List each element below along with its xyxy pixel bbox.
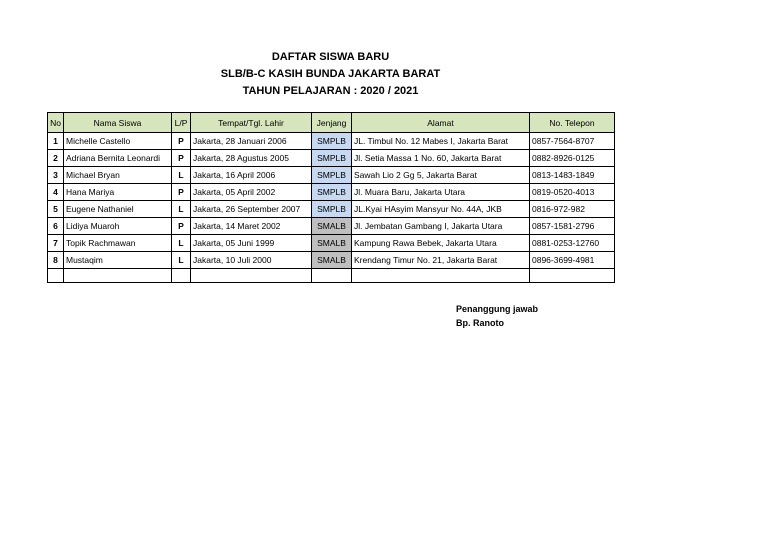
cell-no-telepon: 0819-0520-4013: [530, 184, 615, 201]
cell-no-telepon: 0896-3699-4981: [530, 252, 615, 269]
cell-jenjang: SMPLB: [312, 167, 352, 184]
cell-nama-siswa: Topik Rachmawan: [64, 235, 172, 252]
cell-tempat-tgl-lahir: Jakarta, 05 April 2002: [191, 184, 312, 201]
cell-nama-siswa: Lidiya Muaroh: [64, 218, 172, 235]
table-row: [48, 167, 615, 184]
table-row: [48, 133, 615, 150]
cell-no-telepon: 0882-8926-0125: [530, 150, 615, 167]
cell-lp: P: [172, 218, 191, 235]
cell-jenjang: SMPLB: [312, 201, 352, 218]
title-line-3: TAHUN PELAJARAN : 2020 / 2021: [242, 85, 419, 97]
col-header-lp: L/P: [172, 113, 191, 133]
cell-alamat: Krendang Timur No. 21, Jakarta Barat: [352, 252, 530, 269]
cell-no: 2: [48, 150, 64, 167]
cell-lp: P: [172, 184, 191, 201]
cell-tempat-tgl-lahir: Jakarta, 28 Januari 2006: [191, 133, 312, 150]
cell-alamat: Sawah Lio 2 Gg 5, Jakarta Barat: [352, 167, 530, 184]
col-header-jenjang: Jenjang: [312, 113, 352, 133]
cell-tempat-tgl-lahir: Jakarta, 26 September 2007: [191, 201, 312, 218]
col-header-tempat-tgl-lahir: Tempat/Tgl. Lahir: [191, 113, 312, 133]
cell-alamat: Jl. Jembatan Gambang I, Jakarta Utara: [352, 218, 530, 235]
cell-nama-siswa: Michael Bryan: [64, 167, 172, 184]
cell-no: 6: [48, 218, 64, 235]
table-row: [48, 235, 615, 252]
cell-lp: L: [172, 252, 191, 269]
table-row: [48, 252, 615, 269]
cell-alamat: JL.Kyai HAsyim Mansyur No. 44A, JKB: [352, 201, 530, 218]
empty-cell: [48, 269, 64, 283]
table-row: [48, 218, 615, 235]
cell-jenjang: SMALB: [312, 218, 352, 235]
col-header-no-telepon: No. Telepon: [530, 113, 615, 133]
cell-tempat-tgl-lahir: Jakarta, 28 Agustus 2005: [191, 150, 312, 167]
cell-no-telepon: 0857-1581-2796: [530, 218, 615, 235]
empty-cell: [352, 269, 530, 283]
cell-nama-siswa: Mustaqim: [64, 252, 172, 269]
cell-lp: P: [172, 150, 191, 167]
table-body: [48, 133, 615, 283]
cell-nama-siswa: Eugene Nathaniel: [64, 201, 172, 218]
cell-tempat-tgl-lahir: Jakarta, 16 April 2006: [191, 167, 312, 184]
cell-jenjang: SMALB: [312, 252, 352, 269]
cell-tempat-tgl-lahir: Jakarta, 10 Juli 2000: [191, 252, 312, 269]
cell-jenjang: SMPLB: [312, 150, 352, 167]
cell-alamat: Jl. Setia Massa 1 No. 60, Jakarta Barat: [352, 150, 530, 167]
cell-nama-siswa: Adriana Bernita Leonardi: [64, 150, 172, 167]
cell-nama-siswa: Hana Mariya: [64, 184, 172, 201]
empty-cell: [64, 269, 172, 283]
cell-no-telepon: 0813-1483-1849: [530, 167, 615, 184]
cell-tempat-tgl-lahir: Jakarta, 05 Juni 1999: [191, 235, 312, 252]
table-header-row: [48, 113, 615, 133]
title-line-1: DAFTAR SISWA BARU: [271, 51, 390, 63]
col-header-alamat: Alamat: [352, 113, 530, 133]
cell-lp: L: [172, 235, 191, 252]
cell-alamat: Kampung Rawa Bebek, Jakarta Utara: [352, 235, 530, 252]
cell-jenjang: SMALB: [312, 235, 352, 252]
cell-no: 1: [48, 133, 64, 150]
empty-cell: [172, 269, 191, 283]
cell-no-telepon: 0881-0253-12760: [530, 235, 615, 252]
signature-name: Bp. Ranoto: [456, 318, 504, 328]
empty-cell: [312, 269, 352, 283]
cell-no-telepon: 0816-972-982: [530, 201, 615, 218]
col-header-no: No: [48, 113, 64, 133]
student-roster-table: [47, 112, 615, 283]
cell-jenjang: SMPLB: [312, 133, 352, 150]
cell-lp: P: [172, 133, 191, 150]
title-line-2: SLB/B-C KASIH BUNDA JAKARTA BARAT: [220, 68, 441, 80]
document-title-block: [0, 49, 661, 100]
signature-role: Penanggung jawab: [456, 304, 539, 314]
table-row: [48, 150, 615, 167]
cell-alamat: JL. Timbul No. 12 Mabes I, Jakarta Barat: [352, 133, 530, 150]
table-row: [48, 184, 615, 201]
col-header-nama-siswa: Nama Siswa: [64, 113, 172, 133]
cell-lp: L: [172, 201, 191, 218]
empty-row: [48, 269, 615, 283]
cell-no: 3: [48, 167, 64, 184]
table-row: [48, 201, 615, 218]
signature-block: [456, 302, 538, 330]
cell-tempat-tgl-lahir: Jakarta, 14 Maret 2002: [191, 218, 312, 235]
empty-cell: [530, 269, 615, 283]
cell-jenjang: SMPLB: [312, 184, 352, 201]
cell-no: 7: [48, 235, 64, 252]
cell-no-telepon: 0857-7564-8707: [530, 133, 615, 150]
cell-no: 8: [48, 252, 64, 269]
cell-no: 4: [48, 184, 64, 201]
empty-cell: [191, 269, 312, 283]
cell-alamat: Jl. Muara Baru, Jakarta Utara: [352, 184, 530, 201]
cell-no: 5: [48, 201, 64, 218]
cell-lp: L: [172, 167, 191, 184]
cell-nama-siswa: Michelle Castello: [64, 133, 172, 150]
